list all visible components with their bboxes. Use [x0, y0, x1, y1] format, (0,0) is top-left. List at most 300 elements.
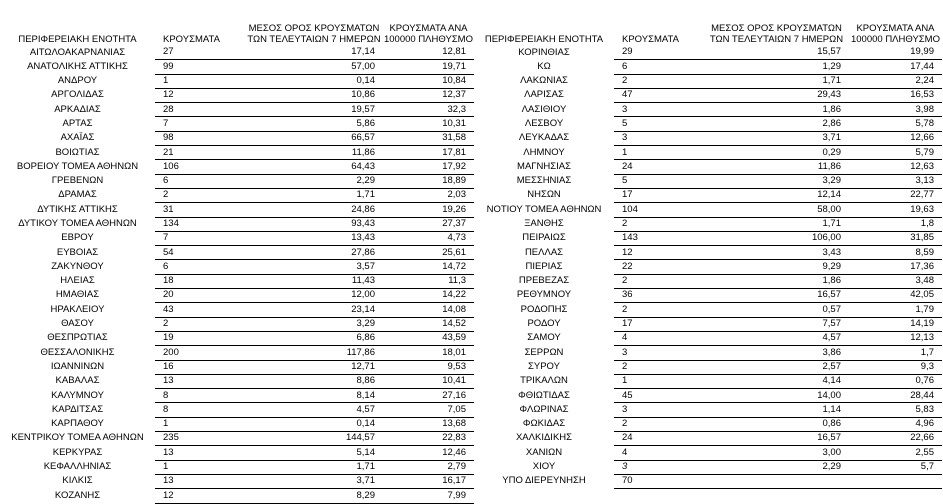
seven-day-average-cell: 16,57 — [704, 432, 849, 446]
cases-per-100000-cell: 10,84 — [383, 74, 474, 88]
cases-cell: 6 — [155, 174, 245, 188]
cases-per-100000-cell: 5,79 — [849, 146, 942, 160]
cases-per-100000-cell: 22,66 — [849, 432, 942, 446]
region-name-cell: ΚΑΡΠΑΘΟΥ — [51, 418, 104, 430]
table-row — [0, 389, 474, 403]
region-name-cell: ΞΑΝΘΗΣ — [524, 217, 564, 229]
region-name-cell: ΡΕΘΥΜΝΟΥ — [516, 289, 572, 301]
region-name-cell: ΓΡΕΒΕΝΩΝ — [51, 175, 104, 187]
cases-cell: 99 — [155, 60, 245, 74]
seven-day-average-cell: 3,29 — [245, 317, 383, 331]
cases-cell: 143 — [614, 231, 704, 245]
cases-cell: 3 — [614, 346, 704, 360]
seven-day-average-cell: 10,86 — [245, 88, 383, 102]
table-row — [474, 74, 942, 88]
cases-per-100000-cell: 17,44 — [849, 60, 942, 74]
cases-cell: 235 — [155, 432, 245, 446]
column-header-seven-day-average: ΜΕΣΟΣ ΟΡΟΣ ΚΡΟΥΣΜΑΤΩΝ ΤΩΝ ΤΕΛΕΥΤΑΙΩΝ 7 ΗΜΕΡΩΝ — [709, 23, 844, 45]
region-name-cell: ΚΕΡΚΥΡΑΣ — [52, 446, 103, 458]
cases-per-100000-cell: 9,3 — [849, 360, 942, 374]
cases-per-100000-cell: 28,44 — [849, 389, 942, 403]
table-row — [0, 460, 474, 474]
cases-per-100000-cell — [849, 474, 942, 488]
region-name-cell: ΕΥΒΟΙΑΣ — [56, 246, 99, 258]
region-name-cell: ΒΟΙΩΤΙΑΣ — [55, 146, 100, 158]
cases-per-100000-cell: 31,58 — [383, 131, 474, 145]
cases-cell: 16 — [155, 360, 245, 374]
cases-per-100000-cell: 10,41 — [383, 374, 474, 388]
seven-day-average-cell: 1,14 — [704, 403, 849, 417]
cases-cell: 20 — [155, 289, 245, 303]
region-name-cell: ΑΙΤΩΛΟΑΚΑΡΝΑΝΙΑΣ — [29, 46, 126, 58]
region-name-cell: ΥΠΟ ΔΙΕΡΕΥΝΗΣΗ — [502, 475, 586, 487]
table-row — [474, 174, 942, 188]
cases-per-100000-cell: 2,55 — [849, 446, 942, 460]
region-name-cell: ΡΟΔΟΠΗΣ — [520, 303, 568, 315]
column-header-cases-per-100000: ΚΡΟΥΣΜΑΤΑ ΑΝΑ 100000 ΠΛΗΘΥΣΜΟ — [850, 23, 940, 45]
region-name-cell: ΑΡΓΟΛΙΔΑΣ — [51, 89, 104, 101]
seven-day-average-cell: 0,14 — [245, 417, 383, 431]
cases-per-100000-cell: 12,46 — [383, 446, 474, 460]
cases-cell: 24 — [614, 432, 704, 446]
table-row — [474, 131, 942, 145]
region-name-cell: ΡΟΔΟΥ — [527, 318, 561, 330]
cases-cell: 2 — [614, 360, 704, 374]
seven-day-average-cell: 4,57 — [704, 331, 849, 345]
table-row — [0, 74, 474, 88]
column-header-seven-day-average: ΜΕΣΟΣ ΟΡΟΣ ΚΡΟΥΣΜΑΤΩΝ ΤΩΝ ΤΕΛΕΥΤΑΙΩΝ 7 ΗΜΕΡΩΝ — [247, 23, 381, 45]
region-name-cell: ΑΝΔΡΟΥ — [57, 75, 98, 87]
cases-per-100000-cell: 3,13 — [849, 174, 942, 188]
table-row — [474, 346, 942, 360]
seven-day-average-cell: 15,57 — [704, 46, 849, 60]
region-name-cell: ΗΛΕΙΑΣ — [60, 275, 95, 287]
cases-per-100000-cell: 19,99 — [849, 46, 942, 60]
table-row — [474, 460, 942, 474]
region-name-cell: ΗΜΑΘΙΑΣ — [55, 289, 100, 301]
cases-cell: 3 — [614, 403, 704, 417]
cases-per-100000-cell: 11,3 — [383, 274, 474, 288]
cases-cell: 43 — [155, 303, 245, 317]
cases-cell: 2 — [155, 317, 245, 331]
seven-day-average-cell: 0,14 — [245, 74, 383, 88]
seven-day-average-cell: 1,86 — [704, 103, 849, 117]
cases-cell: 19 — [155, 331, 245, 345]
region-name-cell: ΛΕΥΚΑΔΑΣ — [518, 132, 570, 144]
cases-per-100000-cell: 19,71 — [383, 60, 474, 74]
region-name-cell: ΧΑΝΙΩΝ — [525, 446, 563, 458]
cases-cell: 2 — [155, 188, 245, 202]
table-row — [474, 217, 942, 231]
seven-day-average-cell: 3,57 — [245, 260, 383, 274]
table-row — [474, 432, 942, 446]
region-name-cell: ΚΟΖΑΝΗΣ — [54, 489, 101, 501]
column-header-region: ΠΕΡΙΦΕΡΕΙΑΚΗ ΕΝΟΤΗΤΑ — [484, 33, 604, 45]
seven-day-average-cell: 4,14 — [704, 374, 849, 388]
cases-cell: 3 — [614, 460, 704, 474]
cases-per-100000-cell: 14,22 — [383, 289, 474, 303]
cases-per-100000-cell: 27,16 — [383, 389, 474, 403]
table-row — [474, 117, 942, 131]
region-name-cell: ΚΙΛΚΙΣ — [62, 475, 93, 487]
seven-day-average-cell: 3,71 — [245, 474, 383, 488]
region-name-cell: ΝΟΤΙΟΥ ΤΟΜΕΑ ΑΘΗΝΩΝ — [486, 203, 602, 215]
region-name-cell: ΑΧΑΪΑΣ — [60, 132, 95, 144]
cases-per-100000-cell: 19,63 — [849, 203, 942, 217]
region-name-cell: ΔΥΤΙΚΟΥ ΤΟΜΕΑ ΑΘΗΝΩΝ — [18, 217, 137, 229]
cases-per-100000-cell: 7,05 — [383, 403, 474, 417]
table-header — [0, 0, 474, 46]
seven-day-average-cell: 144,57 — [245, 432, 383, 446]
cases-per-100000-cell: 18,01 — [383, 346, 474, 360]
seven-day-average-cell: 8,14 — [245, 389, 383, 403]
region-name-cell: ΛΑΣΙΘΙΟΥ — [521, 103, 567, 115]
cases-per-100000-cell: 18,89 — [383, 174, 474, 188]
region-name-cell: ΦΛΩΡΙΝΑΣ — [519, 403, 569, 415]
cases-cell: 36 — [614, 289, 704, 303]
region-name-cell: ΣΥΡΟΥ — [528, 360, 560, 372]
cases-per-100000-cell: 14,19 — [849, 317, 942, 331]
cases-per-100000-cell: 7,99 — [383, 489, 474, 503]
region-name-cell: ΔΡΑΜΑΣ — [58, 189, 97, 201]
table-row — [474, 417, 942, 431]
seven-day-average-cell: 3,86 — [704, 346, 849, 360]
table-row — [0, 217, 474, 231]
cases-per-100000-cell: 17,92 — [383, 160, 474, 174]
region-name-cell: ΝΗΣΩΝ — [527, 189, 561, 201]
cases-per-100000-cell: 22,77 — [849, 188, 942, 202]
seven-day-average-cell: 12,71 — [245, 360, 383, 374]
seven-day-average-cell: 2,29 — [704, 460, 849, 474]
table-row — [474, 246, 942, 260]
cases-cell: 13 — [155, 446, 245, 460]
seven-day-average-cell: 5,86 — [245, 117, 383, 131]
cases-cell: 3 — [614, 131, 704, 145]
cases-table-right — [474, 0, 942, 489]
table-row — [474, 260, 942, 274]
region-name-cell: ΠΙΕΡΙΑΣ — [525, 260, 563, 272]
cases-per-100000-cell: 1,79 — [849, 303, 942, 317]
table-row — [0, 474, 474, 488]
table-row — [0, 117, 474, 131]
region-name-cell: ΚΩ — [537, 60, 551, 72]
cases-cell: 5 — [614, 117, 704, 131]
cases-cell: 7 — [155, 231, 245, 245]
region-name-cell: ΚΕΦΑΛΛΗΝΙΑΣ — [43, 461, 112, 473]
table-row — [474, 103, 942, 117]
cases-per-100000-cell: 19,26 — [383, 203, 474, 217]
cases-cell: 22 — [614, 260, 704, 274]
seven-day-average-cell: 14,00 — [704, 389, 849, 403]
table-row — [474, 289, 942, 303]
cases-per-100000-cell: 27,37 — [383, 217, 474, 231]
seven-day-average-cell: 11,86 — [704, 160, 849, 174]
region-name-cell: ΚΑΛΥΜΝΟΥ — [51, 389, 104, 401]
cases-per-100000-cell: 14,72 — [383, 260, 474, 274]
cases-cell: 70 — [614, 474, 704, 488]
seven-day-average-cell: 2,57 — [704, 360, 849, 374]
cases-cell: 1 — [155, 460, 245, 474]
table-row — [0, 346, 474, 360]
seven-day-average-cell: 24,86 — [245, 203, 383, 217]
seven-day-average-cell: 2,29 — [245, 174, 383, 188]
cases-per-100000-cell: 5,7 — [849, 460, 942, 474]
table-row — [0, 360, 474, 374]
seven-day-average-cell: 66,57 — [245, 131, 383, 145]
table-row — [474, 474, 942, 488]
region-name-cell: ΗΡΑΚΛΕΙΟΥ — [50, 303, 105, 315]
cases-cell: 1 — [155, 417, 245, 431]
seven-day-average-cell: 12,14 — [704, 188, 849, 202]
column-header-cases-per-100000: ΚΡΟΥΣΜΑΤΑ ΑΝΑ 100000 ΠΛΗΘΥΣΜΟ — [383, 23, 473, 45]
table-row — [0, 417, 474, 431]
region-name-cell: ΦΘΙΩΤΙΔΑΣ — [518, 389, 570, 401]
cases-per-100000-cell: 3,48 — [849, 274, 942, 288]
table-row — [474, 203, 942, 217]
cases-cell: 17 — [614, 188, 704, 202]
cases-cell: 200 — [155, 346, 245, 360]
table-row — [474, 231, 942, 245]
cases-cell: 2 — [614, 303, 704, 317]
cases-cell: 17 — [614, 317, 704, 331]
seven-day-average-cell: 57,00 — [245, 60, 383, 74]
table-row — [0, 317, 474, 331]
table-row — [474, 403, 942, 417]
column-header-cases: ΚΡΟΥΣΜΑΤΑ — [622, 33, 679, 45]
cases-per-100000-cell: 2,79 — [383, 460, 474, 474]
cases-per-100000-cell: 32,3 — [383, 103, 474, 117]
table-row — [474, 274, 942, 288]
table-row — [0, 231, 474, 245]
cases-cell: 106 — [155, 160, 245, 174]
cases-cell: 13 — [155, 474, 245, 488]
seven-day-average-cell: 8,29 — [245, 489, 383, 503]
cases-cell: 29 — [614, 46, 704, 60]
table-row — [474, 374, 942, 388]
cases-cell: 2 — [614, 217, 704, 231]
region-name-cell: ΠΕΛΛΑΣ — [524, 246, 564, 258]
seven-day-average-cell: 4,57 — [245, 403, 383, 417]
region-name-cell: ΣΑΜΟΥ — [527, 332, 561, 344]
cases-per-100000-cell: 16,17 — [383, 474, 474, 488]
region-name-cell: ΘΑΣΟΥ — [61, 318, 94, 330]
table-row — [474, 331, 942, 345]
table-row — [0, 174, 474, 188]
cases-cell: 8 — [155, 403, 245, 417]
region-name-cell: ΘΕΣΠΡΩΤΙΑΣ — [47, 332, 108, 344]
cases-per-100000-cell: 42,05 — [849, 289, 942, 303]
cases-per-100000-cell: 43,59 — [383, 331, 474, 345]
cases-per-100000-cell: 12,81 — [383, 46, 474, 60]
cases-cell: 28 — [155, 103, 245, 117]
cases-cell: 12 — [155, 489, 245, 503]
seven-day-average-cell: 1,29 — [704, 60, 849, 74]
table-row — [474, 188, 942, 202]
region-name-cell: ΒΟΡΕΙΟΥ ΤΟΜΕΑ ΑΘΗΝΩΝ — [16, 160, 139, 172]
table-row — [0, 446, 474, 460]
table-row — [0, 146, 474, 160]
cases-cell: 45 — [614, 389, 704, 403]
seven-day-average-cell: 58,00 — [704, 203, 849, 217]
seven-day-average-cell: 3,43 — [704, 246, 849, 260]
cases-cell: 6 — [614, 60, 704, 74]
cases-per-100000-cell: 31,85 — [849, 231, 942, 245]
cases-cell: 1 — [614, 374, 704, 388]
region-name-cell: ΜΕΣΣΗΝΙΑΣ — [516, 175, 572, 187]
seven-day-average-cell: 117,86 — [245, 346, 383, 360]
cases-per-100000-cell: 4,73 — [383, 231, 474, 245]
cases-per-100000-cell: 8,59 — [849, 246, 942, 260]
cases-per-100000-cell: 1,8 — [849, 217, 942, 231]
seven-day-average-cell: 0,86 — [704, 417, 849, 431]
region-name-cell: ΧΙΟΥ — [532, 461, 556, 473]
cases-cell: 54 — [155, 246, 245, 260]
table-row — [0, 46, 474, 60]
cases-per-100000-cell: 16,53 — [849, 88, 942, 102]
region-name-cell: ΠΡΕΒΕΖΑΣ — [518, 275, 570, 287]
seven-day-average-cell: 16,57 — [704, 289, 849, 303]
seven-day-average-cell: 3,00 — [704, 446, 849, 460]
table-row — [0, 88, 474, 102]
region-name-cell: ΧΑΛΚΙΔΙΚΗΣ — [515, 432, 573, 444]
table-row — [0, 60, 474, 74]
region-name-cell: ΜΑΓΝΗΣΙΑΣ — [517, 160, 571, 172]
cases-per-100000-cell: 10,31 — [383, 117, 474, 131]
table-row — [474, 317, 942, 331]
region-name-cell: ΖΑΚΥΝΘΟΥ — [51, 260, 104, 272]
seven-day-average-cell: 27,86 — [245, 246, 383, 260]
cases-cell: 18 — [155, 274, 245, 288]
region-name-cell: ΣΕΡΡΩΝ — [524, 346, 564, 358]
cases-cell: 13 — [155, 374, 245, 388]
region-name-cell: ΛΗΜΝΟΥ — [523, 146, 565, 158]
table-row — [0, 260, 474, 274]
table-row — [474, 88, 942, 102]
seven-day-average-cell: 12,00 — [245, 289, 383, 303]
seven-day-average-cell: 1,71 — [245, 460, 383, 474]
seven-day-average-cell: 1,71 — [704, 217, 849, 231]
region-name-cell: ΚΑΒΑΛΑΣ — [55, 375, 100, 387]
seven-day-average-cell: 1,71 — [245, 188, 383, 202]
table-row — [0, 489, 474, 503]
seven-day-average-cell: 13,43 — [245, 231, 383, 245]
cases-cell: 31 — [155, 203, 245, 217]
table-row — [474, 160, 942, 174]
region-name-cell: ΛΑΚΩΝΙΑΣ — [520, 75, 568, 87]
cases-cell: 24 — [614, 160, 704, 174]
table-row — [0, 403, 474, 417]
cases-cell: 27 — [155, 46, 245, 60]
seven-day-average-cell: 3,71 — [704, 131, 849, 145]
region-name-cell: ΠΕΙΡΑΙΩΣ — [522, 232, 566, 244]
cases-per-100000-cell: 5,83 — [849, 403, 942, 417]
cases-per-100000-cell: 9,53 — [383, 360, 474, 374]
seven-day-average-cell: 11,86 — [245, 146, 383, 160]
seven-day-average-cell: 11,43 — [245, 274, 383, 288]
table-body — [0, 46, 474, 503]
seven-day-average-cell — [704, 474, 849, 488]
cases-per-100000-cell: 25,61 — [383, 246, 474, 260]
seven-day-average-cell: 8,86 — [245, 374, 383, 388]
seven-day-average-cell: 2,86 — [704, 117, 849, 131]
region-name-cell: ΦΩΚΙΔΑΣ — [522, 418, 566, 430]
table-row — [0, 103, 474, 117]
cases-cell: 2 — [614, 274, 704, 288]
seven-day-average-cell: 3,29 — [704, 174, 849, 188]
cases-cell: 12 — [614, 246, 704, 260]
seven-day-average-cell: 23,14 — [245, 303, 383, 317]
table-body — [474, 46, 942, 489]
cases-cell: 98 — [155, 131, 245, 145]
table-header — [474, 0, 942, 46]
table-row — [0, 374, 474, 388]
table-row — [0, 331, 474, 345]
column-header-cases: ΚΡΟΥΣΜΑΤΑ — [163, 33, 220, 45]
cases-per-100000-cell: 1,7 — [849, 346, 942, 360]
cases-cell: 1 — [614, 146, 704, 160]
cases-per-100000-cell: 12,63 — [849, 160, 942, 174]
region-name-cell: ΛΕΣΒΟΥ — [524, 117, 564, 129]
cases-per-100000-cell: 5,78 — [849, 117, 942, 131]
cases-per-100000-cell: 12,13 — [849, 331, 942, 345]
region-name-cell: ΙΩΑΝΝΙΝΩΝ — [50, 360, 105, 372]
region-name-cell: ΘΕΣΣΑΛΟΝΙΚΗΣ — [40, 346, 115, 358]
cases-cell: 4 — [614, 446, 704, 460]
table-row — [474, 360, 942, 374]
region-name-cell: ΑΡΚΑΔΙΑΣ — [54, 103, 101, 115]
seven-day-average-cell: 93,43 — [245, 217, 383, 231]
region-name-cell: ΔΥΤΙΚΗΣ ΑΤΤΙΚΗΣ — [37, 203, 118, 215]
table-row — [0, 188, 474, 202]
seven-day-average-cell: 1,86 — [704, 274, 849, 288]
cases-per-100000-cell: 14,08 — [383, 303, 474, 317]
table-row — [0, 203, 474, 217]
seven-day-average-cell: 5,14 — [245, 446, 383, 460]
region-name-cell: ΕΒΡΟΥ — [61, 232, 94, 244]
cases-per-100000-cell: 12,66 — [849, 131, 942, 145]
cases-cell: 12 — [155, 88, 245, 102]
table-row — [0, 274, 474, 288]
seven-day-average-cell: 19,57 — [245, 103, 383, 117]
seven-day-average-cell: 106,00 — [704, 231, 849, 245]
table-row — [474, 60, 942, 74]
cases-per-100000-cell: 17,36 — [849, 260, 942, 274]
seven-day-average-cell: 6,86 — [245, 331, 383, 345]
cases-cell: 47 — [614, 88, 704, 102]
seven-day-average-cell: 0,57 — [704, 303, 849, 317]
cases-cell: 134 — [155, 217, 245, 231]
cases-cell: 2 — [614, 417, 704, 431]
table-row — [474, 46, 942, 60]
table-row — [0, 131, 474, 145]
cases-per-100000-cell: 12,37 — [383, 88, 474, 102]
column-header-region: ΠΕΡΙΦΕΡΕΙΑΚΗ ΕΝΟΤΗΤΑ — [18, 33, 137, 45]
seven-day-average-cell: 29,43 — [704, 88, 849, 102]
table-row — [474, 146, 942, 160]
seven-day-average-cell: 7,57 — [704, 317, 849, 331]
table-row — [474, 446, 942, 460]
region-name-cell: ΚΑΡΔΙΤΣΑΣ — [51, 403, 104, 415]
cases-per-100000-cell: 17,81 — [383, 146, 474, 160]
cases-cell: 7 — [155, 117, 245, 131]
cases-cell: 4 — [614, 331, 704, 345]
seven-day-average-cell: 1,71 — [704, 74, 849, 88]
table-row — [0, 289, 474, 303]
region-name-cell: ΚΕΝΤΡΙΚΟΥ ΤΟΜΕΑ ΑΘΗΝΩΝ — [11, 432, 144, 444]
cases-per-100000-cell: 3,98 — [849, 103, 942, 117]
cases-per-100000-cell: 4,96 — [849, 417, 942, 431]
seven-day-average-cell: 17,14 — [245, 46, 383, 60]
